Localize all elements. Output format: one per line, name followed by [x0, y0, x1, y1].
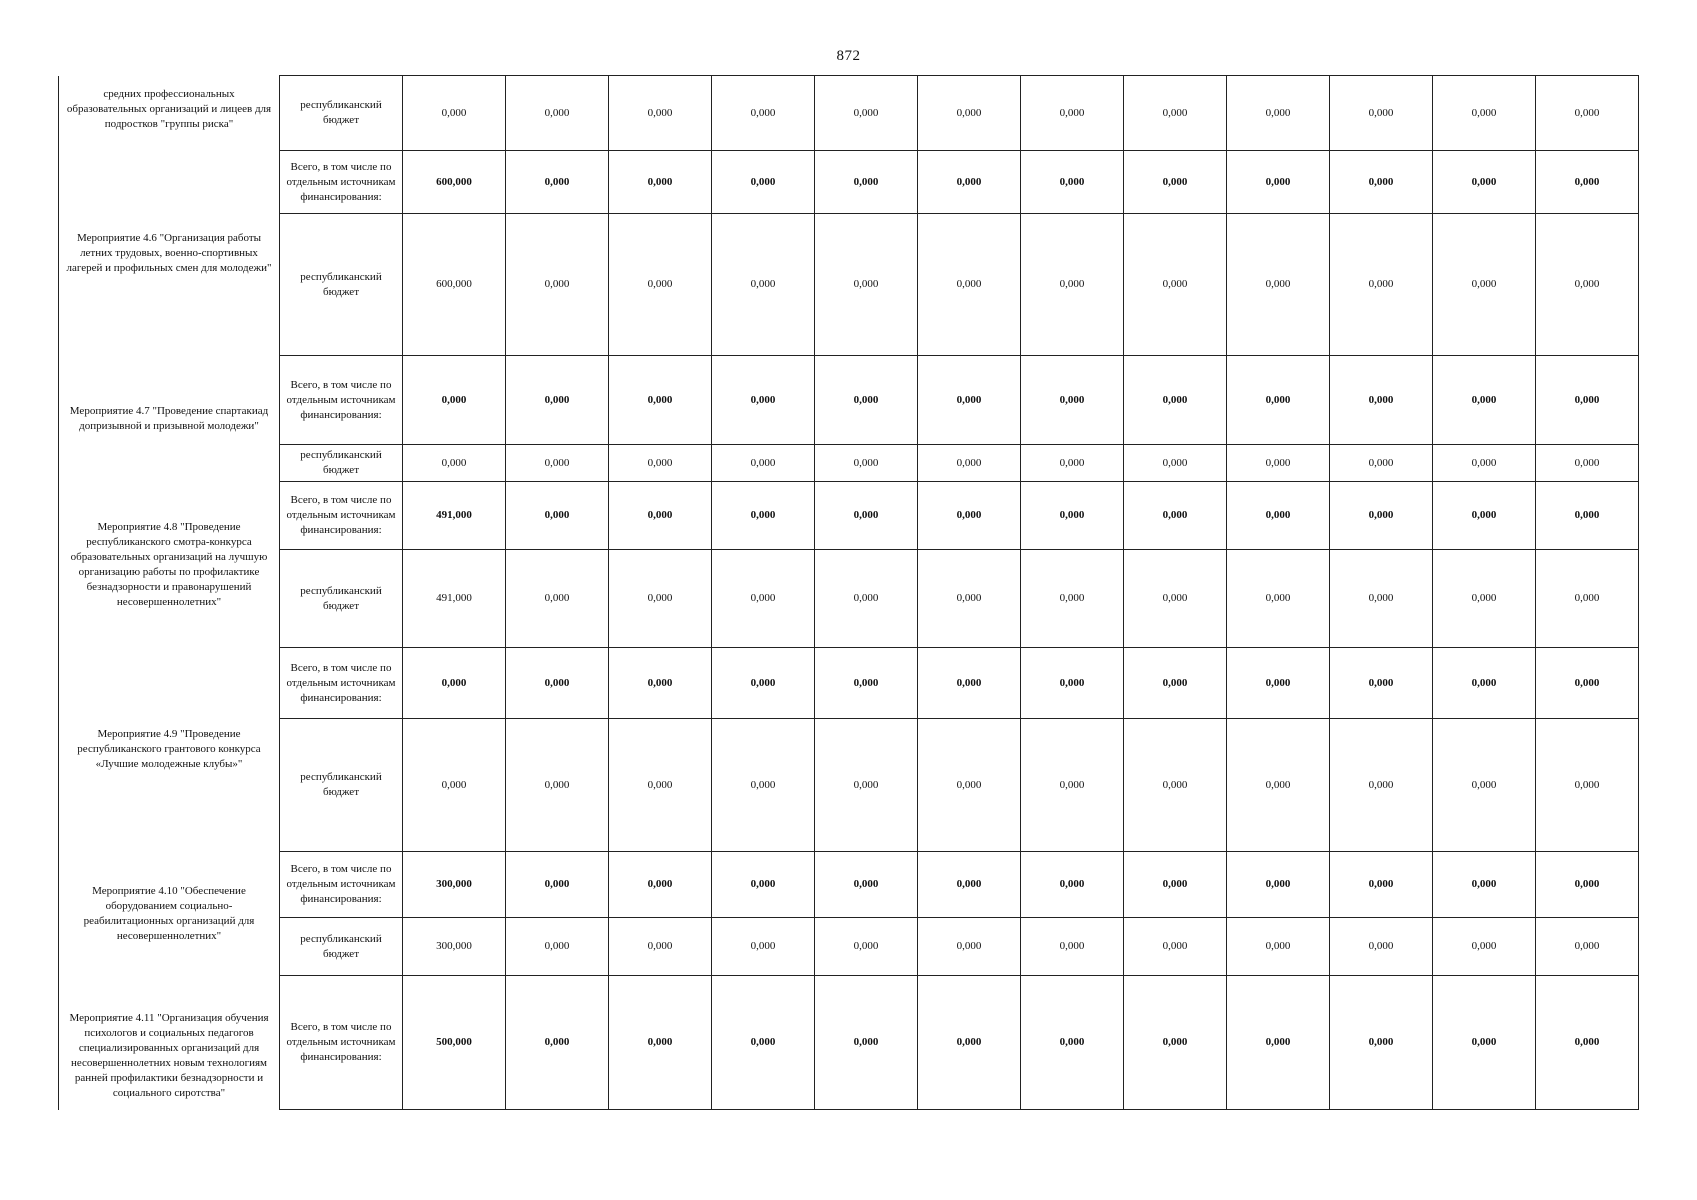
amount-cell: 0,000	[1330, 445, 1433, 482]
amount-cell: 0,000	[1021, 214, 1124, 356]
amount-cell: 0,000	[712, 445, 815, 482]
amount-cell: 300,000	[403, 852, 506, 918]
amount-cell: 0,000	[1536, 356, 1639, 445]
funding-source-cell: республиканский бюджет	[280, 918, 403, 976]
amount-cell: 0,000	[918, 214, 1021, 356]
amount-cell: 491,000	[403, 482, 506, 550]
amount-cell: 0,000	[403, 76, 506, 151]
amount-cell: 0,000	[609, 918, 712, 976]
amount-cell: 500,000	[403, 976, 506, 1110]
amount-cell: 0,000	[1433, 356, 1536, 445]
measure-name: Мероприятие 4.6 "Организация работы летних трудовых, военно-спортивных лагерей и профильных смен для молодежи"	[66, 231, 272, 274]
amount-cell: 0,000	[1021, 151, 1124, 214]
table-body	[59, 76, 1639, 1110]
amount-cell: 0,000	[506, 852, 609, 918]
amount-cell: 0,000	[815, 76, 918, 151]
amount-cell: 0,000	[1124, 214, 1227, 356]
amount-cell: 0,000	[1021, 76, 1124, 151]
amount-cell: 600,000	[403, 214, 506, 356]
measure-name-cell	[59, 151, 280, 356]
amount-cell: 0,000	[609, 852, 712, 918]
amount-cell: 0,000	[1330, 356, 1433, 445]
amount-cell: 0,000	[815, 445, 918, 482]
amount-cell: 0,000	[1227, 918, 1330, 976]
amount-cell: 0,000	[712, 976, 815, 1110]
table-row	[59, 719, 1639, 852]
amount-cell: 0,000	[712, 214, 815, 356]
amount-cell: 0,000	[918, 719, 1021, 852]
table-row	[59, 852, 1639, 918]
amount-cell: 0,000	[506, 356, 609, 445]
table-row	[59, 648, 1639, 719]
amount-cell: 0,000	[1433, 852, 1536, 918]
amount-cell: 0,000	[712, 482, 815, 550]
measure-name-cell	[59, 852, 280, 976]
amount-cell: 0,000	[1536, 976, 1639, 1110]
amount-cell: 0,000	[506, 445, 609, 482]
amount-cell: 0,000	[918, 918, 1021, 976]
amount-cell: 0,000	[1124, 852, 1227, 918]
amount-cell: 0,000	[918, 550, 1021, 648]
amount-cell: 0,000	[1536, 719, 1639, 852]
amount-cell: 0,000	[1330, 76, 1433, 151]
amount-cell: 0,000	[1536, 151, 1639, 214]
amount-cell: 0,000	[918, 852, 1021, 918]
amount-cell: 0,000	[1536, 482, 1639, 550]
amount-cell: 0,000	[506, 550, 609, 648]
amount-cell: 0,000	[1124, 356, 1227, 445]
amount-cell: 0,000	[815, 214, 918, 356]
amount-cell: 0,000	[1330, 976, 1433, 1110]
measure-name: Мероприятие 4.11 "Организация обучения психологов и социальных педагогов специализированных организаций для несовершеннолетних новым технологиям ранней профилактики безнадзорности и социального сиротства"	[69, 1011, 269, 1099]
amount-cell: 0,000	[1227, 976, 1330, 1110]
amount-cell: 0,000	[712, 356, 815, 445]
amount-cell: 0,000	[1021, 445, 1124, 482]
amount-cell: 0,000	[506, 482, 609, 550]
table-row	[59, 550, 1639, 648]
table-row	[59, 918, 1639, 976]
measure-name: Мероприятие 4.7 "Проведение спартакиад допризывной и призывной молодежи"	[69, 404, 269, 432]
amount-cell: 0,000	[1536, 550, 1639, 648]
amount-cell: 0,000	[1330, 151, 1433, 214]
amount-cell: 0,000	[815, 719, 918, 852]
amount-cell: 0,000	[403, 445, 506, 482]
amount-cell: 0,000	[1536, 852, 1639, 918]
amount-cell: 0,000	[712, 918, 815, 976]
amount-cell: 0,000	[712, 76, 815, 151]
amount-cell: 0,000	[609, 976, 712, 1110]
amount-cell: 0,000	[1124, 151, 1227, 214]
amount-cell: 0,000	[1227, 482, 1330, 550]
funding-source-cell: республиканский бюджет	[280, 76, 403, 151]
measure-name-cell	[59, 356, 280, 482]
amount-cell: 0,000	[918, 356, 1021, 445]
amount-cell: 0,000	[1124, 76, 1227, 151]
amount-cell: 0,000	[918, 648, 1021, 719]
amount-cell: 300,000	[403, 918, 506, 976]
amount-cell: 0,000	[609, 356, 712, 445]
amount-cell: 0,000	[1227, 719, 1330, 852]
amount-cell: 0,000	[815, 482, 918, 550]
table-row	[59, 76, 1639, 151]
amount-cell: 0,000	[403, 719, 506, 852]
amount-cell: 0,000	[1536, 648, 1639, 719]
amount-cell: 0,000	[609, 151, 712, 214]
amount-cell: 0,000	[1536, 445, 1639, 482]
amount-cell: 0,000	[609, 482, 712, 550]
amount-cell: 0,000	[1433, 445, 1536, 482]
budget-table	[58, 75, 1639, 1110]
amount-cell: 0,000	[609, 648, 712, 719]
funding-source-cell: республиканский бюджет	[280, 214, 403, 356]
amount-cell: 0,000	[1433, 976, 1536, 1110]
amount-cell: 0,000	[1227, 445, 1330, 482]
amount-cell: 0,000	[1433, 550, 1536, 648]
amount-cell: 0,000	[1330, 214, 1433, 356]
table-row	[59, 482, 1639, 550]
amount-cell: 0,000	[1433, 151, 1536, 214]
amount-cell: 0,000	[609, 445, 712, 482]
amount-cell: 0,000	[1227, 356, 1330, 445]
amount-cell: 0,000	[506, 151, 609, 214]
amount-cell: 0,000	[1021, 482, 1124, 550]
amount-cell: 0,000	[815, 550, 918, 648]
amount-cell: 0,000	[1124, 445, 1227, 482]
amount-cell: 0,000	[506, 918, 609, 976]
amount-cell: 0,000	[1330, 550, 1433, 648]
table-row	[59, 356, 1639, 445]
amount-cell: 0,000	[1330, 719, 1433, 852]
page-number: 872	[836, 48, 861, 64]
measure-name-cell	[59, 482, 280, 648]
amount-cell: 0,000	[1433, 719, 1536, 852]
amount-cell: 0,000	[815, 976, 918, 1110]
amount-cell: 0,000	[1227, 214, 1330, 356]
amount-cell: 0,000	[506, 976, 609, 1110]
table-row	[59, 214, 1639, 356]
amount-cell: 0,000	[1021, 976, 1124, 1110]
amount-cell: 600,000	[403, 151, 506, 214]
amount-cell: 0,000	[815, 918, 918, 976]
measure-name-cell	[59, 648, 280, 852]
amount-cell: 0,000	[1021, 648, 1124, 719]
amount-cell: 0,000	[712, 852, 815, 918]
amount-cell: 0,000	[1124, 648, 1227, 719]
amount-cell: 0,000	[1433, 214, 1536, 356]
amount-cell: 0,000	[1124, 918, 1227, 976]
amount-cell: 0,000	[1021, 918, 1124, 976]
amount-cell: 0,000	[1330, 918, 1433, 976]
amount-cell: 0,000	[815, 648, 918, 719]
measure-name: Мероприятие 4.10 "Обеспечение оборудованием социально-реабилитационных организаций для несовершеннолетних"	[83, 884, 255, 942]
amount-cell: 0,000	[1536, 214, 1639, 356]
amount-cell: 0,000	[918, 482, 1021, 550]
measure-name-cell	[59, 76, 280, 151]
amount-cell: 0,000	[506, 214, 609, 356]
amount-cell: 0,000	[1227, 151, 1330, 214]
amount-cell: 0,000	[918, 151, 1021, 214]
amount-cell: 0,000	[609, 76, 712, 151]
amount-cell: 0,000	[1021, 550, 1124, 648]
amount-cell: 0,000	[1124, 719, 1227, 852]
amount-cell: 0,000	[1227, 852, 1330, 918]
amount-cell: 0,000	[712, 719, 815, 852]
amount-cell: 0,000	[609, 550, 712, 648]
funding-source-cell: Всего, в том числе по отдельным источникам финансирования:	[280, 648, 403, 719]
funding-source-cell: республиканский бюджет	[280, 719, 403, 852]
amount-cell: 0,000	[1330, 852, 1433, 918]
funding-source-cell: республиканский бюджет	[280, 550, 403, 648]
amount-cell: 0,000	[609, 719, 712, 852]
amount-cell: 0,000	[403, 356, 506, 445]
amount-cell: 491,000	[403, 550, 506, 648]
amount-cell: 0,000	[506, 648, 609, 719]
amount-cell: 0,000	[815, 356, 918, 445]
amount-cell: 0,000	[712, 550, 815, 648]
amount-cell: 0,000	[1227, 648, 1330, 719]
amount-cell: 0,000	[1021, 852, 1124, 918]
funding-source-cell: республиканский бюджет	[280, 445, 403, 482]
amount-cell: 0,000	[1433, 648, 1536, 719]
amount-cell: 0,000	[1021, 719, 1124, 852]
measure-name: средних профессиональных образовательных организаций и лицеев для подростков "группы риска"	[66, 87, 272, 130]
amount-cell: 0,000	[815, 852, 918, 918]
amount-cell: 0,000	[1227, 550, 1330, 648]
amount-cell: 0,000	[1433, 76, 1536, 151]
amount-cell: 0,000	[506, 76, 609, 151]
funding-source-cell: Всего, в том числе по отдельным источникам финансирования:	[280, 356, 403, 445]
amount-cell: 0,000	[1433, 918, 1536, 976]
funding-source-cell: Всего, в том числе по отдельным источникам финансирования:	[280, 482, 403, 550]
amount-cell: 0,000	[1124, 550, 1227, 648]
amount-cell: 0,000	[918, 976, 1021, 1110]
table-row	[59, 151, 1639, 214]
measure-name: Мероприятие 4.8 "Проведение республиканского смотра-конкурса образовательных организаций на лучшую организацию работы по профилактике безнадзорности и правонарушений несовершеннолетних"	[70, 520, 268, 608]
amount-cell: 0,000	[1124, 482, 1227, 550]
measure-name: Мероприятие 4.9 "Проведение республиканского грантового конкурса «Лучшие молодежные клубы»"	[77, 728, 261, 770]
amount-cell: 0,000	[1227, 76, 1330, 151]
amount-cell: 0,000	[1433, 482, 1536, 550]
table-row	[59, 976, 1639, 1110]
amount-cell: 0,000	[506, 719, 609, 852]
amount-cell: 0,000	[1536, 76, 1639, 151]
amount-cell: 0,000	[1536, 918, 1639, 976]
amount-cell: 0,000	[1330, 482, 1433, 550]
amount-cell: 0,000	[712, 151, 815, 214]
amount-cell: 0,000	[712, 648, 815, 719]
funding-source-cell: Всего, в том числе по отдельным источникам финансирования:	[280, 852, 403, 918]
funding-source-cell: Всего, в том числе по отдельным источникам финансирования:	[280, 151, 403, 214]
amount-cell: 0,000	[403, 648, 506, 719]
table-row	[59, 445, 1639, 482]
measure-name-cell	[59, 976, 280, 1110]
amount-cell: 0,000	[918, 76, 1021, 151]
amount-cell: 0,000	[1124, 976, 1227, 1110]
amount-cell: 0,000	[1330, 648, 1433, 719]
amount-cell: 0,000	[609, 214, 712, 356]
funding-source-cell: Всего, в том числе по отдельным источникам финансирования:	[280, 976, 403, 1110]
amount-cell: 0,000	[918, 445, 1021, 482]
amount-cell: 0,000	[815, 151, 918, 214]
amount-cell: 0,000	[1021, 356, 1124, 445]
